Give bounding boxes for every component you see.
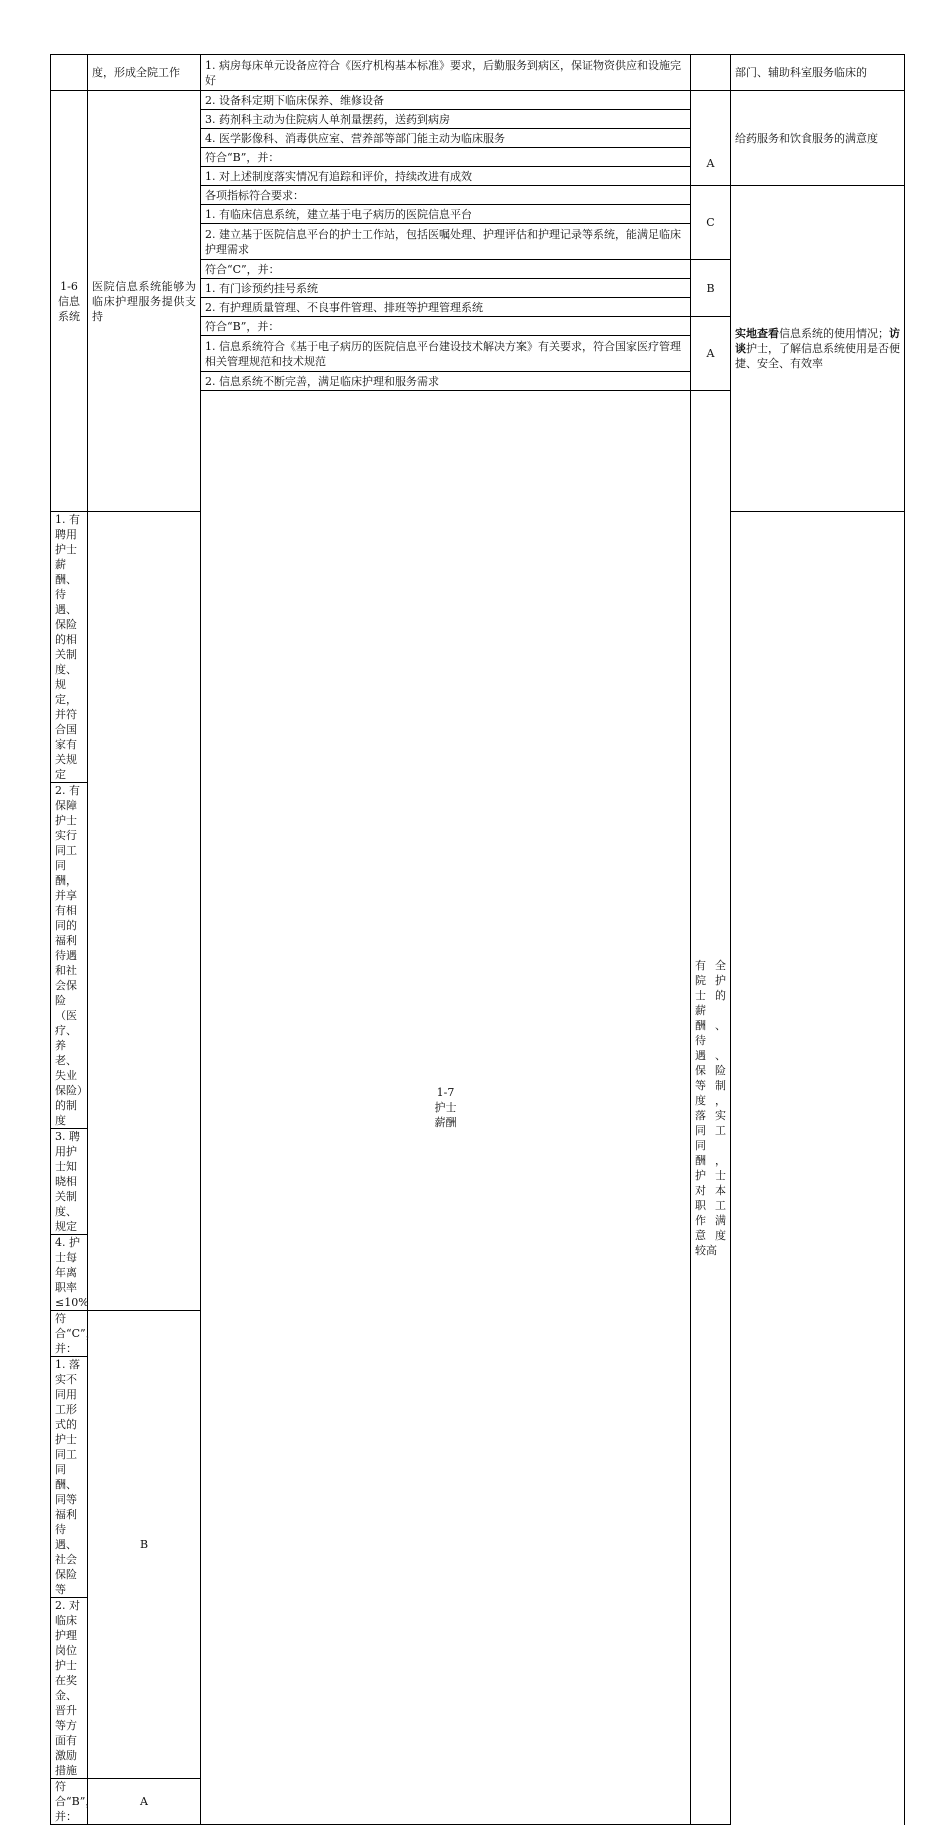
standard-cell: 度，形成全院工作 [88, 55, 201, 91]
item-cell: 1. 病房每床单元设备应符合《医疗机构基本标准》要求，后勤服务到病区，保证物资供应和设施完好 [201, 55, 691, 91]
method-keyword: 实地查看 [735, 327, 779, 340]
method-text: 信息系统的使用情况； [779, 327, 889, 340]
grade-cell: A [691, 317, 731, 391]
item-cell: 3. 聘用护士知晓相关制度、规定 [51, 1129, 88, 1235]
method-text: 护士，了解信息系统使用是否便捷、安全、有效率 [735, 342, 900, 370]
number-cell-1-6 [51, 91, 88, 512]
item-cell: 符合“B”，并： [201, 317, 691, 336]
method-cell: 部门、辅助科室服务临床的 [731, 55, 905, 91]
method-cell: 给药服务和饮食服务的满意度 [731, 91, 905, 186]
grade-cell: C [691, 186, 731, 260]
section-name-line2: 系统 [58, 309, 80, 323]
item-cell: 2. 对临床护理岗位护士在奖金、晋升等方面有激励措施 [51, 1598, 88, 1779]
item-cell: 2. 建立基于医院信息平台的护士工作站，包括医嘱处理、护理评估和护理记录等系统，能满足临床护理需求 [201, 224, 691, 260]
grade-cell: B [691, 260, 731, 317]
section-name-line1: 护士 [434, 1101, 457, 1114]
section-name-line1: 信息 [58, 294, 80, 308]
number-cell [51, 55, 88, 91]
item-cell: 1. 有门诊预约挂号系统 [201, 279, 691, 298]
item-cell: 符合“C”，并： [51, 1311, 88, 1357]
section-number: 1-6 [60, 279, 78, 293]
item-cell: 1. 对上述制度落实情况有追踪和评价，持续改进有成效 [201, 167, 691, 186]
grade-cell: A [88, 1779, 201, 1825]
section-number: 1-7 [436, 1086, 455, 1099]
standard-cell-1-6: 医院信息系统能够为临床护理服务提供支持 [88, 91, 201, 512]
item-cell: 符合“B”，并： [201, 148, 691, 167]
table-row [51, 55, 905, 91]
item-cell: 2. 信息系统不断完善，满足临床护理和服务需求 [201, 372, 691, 391]
item-cell: 2. 有护理质量管理、不良事件管理、排班等护理管理系统 [201, 298, 691, 317]
grade-cell: A [691, 91, 731, 186]
item-cell: 4. 医学影像科、消毒供应室、营养部等部门能主动为临床服务 [201, 129, 691, 148]
item-cell: 3. 药剂科主动为住院病人单剂量摆药，送药到病房 [201, 110, 691, 129]
item-cell: 2. 有保障护士实行同工同酬，并享有相同的福利待遇和社会保险（医疗、养老、失业保险）的制度 [51, 783, 88, 1129]
standard-cell-1-7: 有全院护士的薪酬、待遇、保险等制度，落实同工同酬，护士对本职工作满意度较高 [691, 391, 731, 1825]
method-cell-1-6 [731, 186, 905, 512]
grade-cell [691, 55, 731, 91]
item-cell: 1. 落实不同用工形式的护士同工同酬、同等福利待遇、社会保险等 [51, 1357, 88, 1598]
method-keyword: 访谈 [735, 327, 900, 355]
item-cell: 符合“C”，并： [201, 260, 691, 279]
table-row [51, 91, 905, 110]
item-cell: 4. 护士每年离职率≤10% [51, 1235, 88, 1311]
section-name-line2: 薪酬 [434, 1116, 457, 1129]
item-cell: 各项指标符合要求： [201, 186, 691, 205]
item-cell: 1. 信息系统符合《基于电子病历的医院信息平台建设技术解决方案》有关要求，符合国家医疗管理相关管理规范和技术规范 [201, 336, 691, 372]
item-cell: 1. 有聘用护士薪酬、待遇、保险的相关制度、规定，并符合国家有关规定 [51, 512, 88, 783]
number-cell-1-7 [201, 391, 691, 1825]
item-cell: 1. 有临床信息系统，建立基于电子病历的医院信息平台 [201, 205, 691, 224]
item-cell: 2. 设备科定期下临床保养、维修设备 [201, 91, 691, 110]
item-cell: 符合“B”，并： [51, 1779, 88, 1825]
grade-cell: B [88, 1311, 201, 1779]
standards-table [50, 54, 905, 1825]
